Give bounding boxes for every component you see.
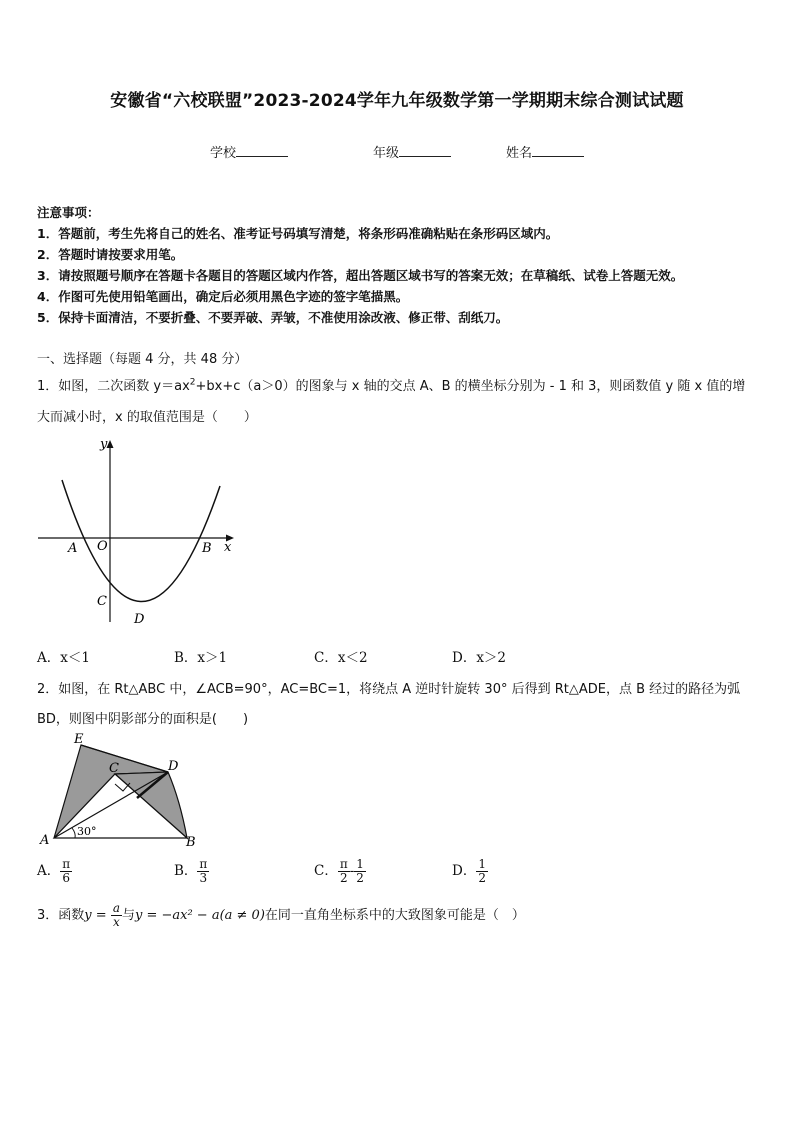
- label-B: B: [202, 541, 212, 556]
- q2-option-b[interactable]: [174, 858, 209, 885]
- label-A: A: [68, 541, 78, 556]
- q1-option-a[interactable]: A．x＜1: [37, 650, 90, 666]
- note-item: 4．作图可先使用铅笔画出，确定后必须用黑色字迹的签字笔描黑。: [37, 289, 409, 304]
- section-heading: 一、选择题（每题 4 分，共 48 分）: [37, 352, 248, 367]
- denominator: 2: [478, 871, 486, 886]
- denominator: 6: [62, 871, 71, 886]
- note-item: 1．答题前，考生先将自己的姓名、准考证号码填写清楚，将条形码准确粘贴在条形码区域内。: [37, 226, 559, 241]
- numerator: π: [62, 857, 71, 871]
- label-B: B: [186, 835, 196, 850]
- school-blank: [236, 143, 288, 157]
- school-label: 学校: [210, 146, 237, 161]
- numerator: a: [112, 901, 120, 915]
- y-axis-arrow-icon: [107, 440, 114, 448]
- q1-text-pre: 1．如图，二次函数 y＝ax: [37, 379, 190, 394]
- q3-expression: y = −ax² − a(a ≠ 0): [134, 908, 265, 924]
- note-item: 2．答题时请按要求用笔。: [37, 247, 184, 262]
- grade-field: [373, 142, 451, 161]
- label-E: E: [74, 732, 84, 747]
- q1-option-b[interactable]: B．x＞1: [174, 650, 228, 666]
- q3-y: y: [84, 908, 92, 924]
- denominator: x: [113, 915, 120, 930]
- name-field: [506, 142, 584, 161]
- q2-option-b-fraction: [197, 858, 209, 885]
- q2-option-a-fraction: [60, 858, 72, 885]
- q1-parabola-graph: [30, 430, 245, 630]
- numerator: 1: [356, 857, 364, 871]
- name-blank: [532, 143, 584, 157]
- q2-option-d[interactable]: [452, 858, 488, 885]
- page-title: 安徽省“六校联盟”2023-2024学年九年级数学第一学期期末综合测试试题: [110, 91, 684, 111]
- grade-label: 年级: [373, 146, 400, 161]
- numerator: π: [339, 857, 348, 871]
- numerator: π: [199, 857, 208, 871]
- label-O: O: [97, 539, 108, 554]
- q2-option-a[interactable]: [37, 858, 72, 885]
- parabola-curve: [62, 480, 220, 602]
- note-item: 3．请按照题号顺序在答题卡各题目的答题区域内作答，超出答题区域书写的答案无效；在草稿纸、试卷上答题无效。: [37, 268, 684, 283]
- label-C: C: [109, 761, 119, 776]
- label-D: D: [168, 759, 179, 774]
- q2-option-c-fraction-2: [354, 858, 366, 885]
- name-label: 姓名: [506, 146, 533, 161]
- q2-line2: BD，则图中阴影部分的面积是( ): [37, 712, 249, 727]
- grade-blank: [399, 143, 451, 157]
- q2-option-c[interactable]: [314, 858, 366, 885]
- q3-prefix: 3．函数: [37, 908, 85, 924]
- q1-text-post: +bx+c（a＞0）的图象与 x 轴的交点 A、B 的横坐标分别为 - 1 和 3，则函数值 y 随 x 值的增: [195, 379, 746, 394]
- denominator: 3: [199, 871, 208, 886]
- label-D: D: [134, 612, 145, 627]
- q2-option-d-fraction: [476, 858, 488, 885]
- q1-option-d[interactable]: D．x＞2: [452, 650, 507, 666]
- denominator: 2: [356, 871, 364, 886]
- q1-option-c[interactable]: C．x＜2: [314, 650, 368, 666]
- q2-line1: 2．如图，在 Rt△ABC 中，∠ACB=90°，AC=BC=1，将绕点 A 逆时针旋转 30° 后得到 Rt△ADE，点 B 经过的路径为弧: [37, 682, 741, 697]
- q2-option-b-label: B．: [174, 863, 198, 880]
- minus-sign: -: [349, 863, 355, 880]
- label-A: A: [40, 833, 50, 848]
- q2-rotation-figure: [34, 730, 204, 852]
- notes-heading: 注意事项：: [37, 205, 100, 220]
- q2-option-c-fraction-1: [338, 858, 350, 885]
- q2-option-c-label: C．: [314, 863, 338, 880]
- label-x: x: [224, 540, 232, 555]
- q1-line1: [37, 375, 745, 394]
- label-y: y: [100, 437, 108, 452]
- q3-mid: 与: [121, 908, 135, 924]
- numerator: 1: [478, 857, 486, 871]
- note-item: 5．保持卡面清洁，不要折叠、不要弄破、弄皱，不准使用涂改液、修正带、刮纸刀。: [37, 310, 509, 325]
- q2-option-a-label: A．: [37, 863, 61, 880]
- q3-line: [37, 902, 525, 929]
- school-field: [210, 142, 288, 161]
- q3-equals: =: [91, 908, 111, 924]
- q1-sup: 2: [189, 377, 196, 388]
- denominator: 2: [339, 871, 348, 886]
- q2-option-d-label: D．: [452, 863, 477, 880]
- label-angle-30: 30°: [77, 825, 97, 838]
- label-C: C: [97, 594, 107, 609]
- q1-line2: 大而减小时，x 的取值范围是（ ）: [37, 410, 257, 425]
- q3-suffix: 在同一直角坐标系中的大致图象可能是（ ）: [264, 908, 525, 924]
- q3-fraction: [111, 902, 122, 929]
